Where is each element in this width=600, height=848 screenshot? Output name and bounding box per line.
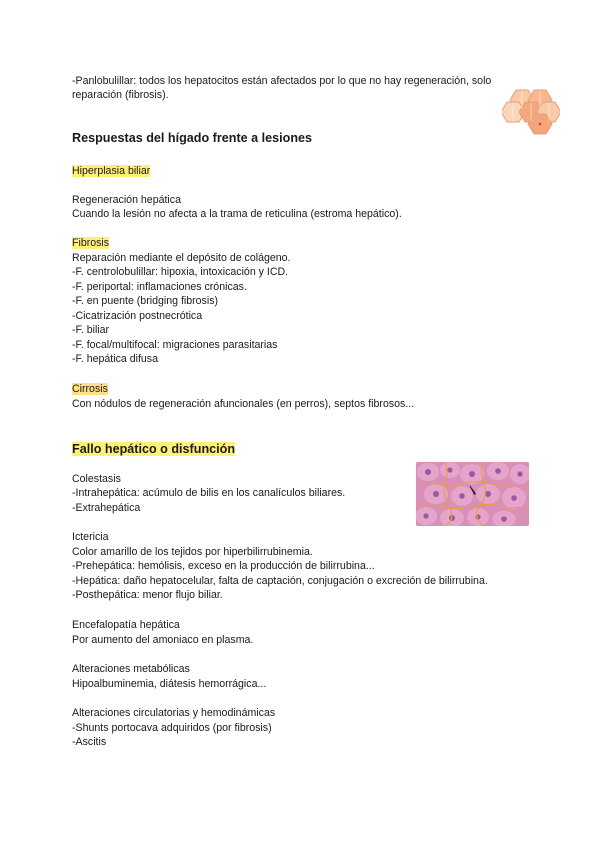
fibrosis-item: -F. periportal: inflamaciones crónicas. — [72, 281, 247, 293]
intro-line-1: -Panlobulillar: todos los hepatocitos están afectados por lo que no hay regeneración, solo — [72, 75, 492, 87]
fibrosis-item: Reparación mediante el depósito de colágeno. — [72, 252, 291, 264]
fibrosis-item: -Cicatrización postnecrótica — [72, 310, 203, 322]
circulatorias-item: -Shunts portocava adquiridos (por fibrosis) — [72, 722, 272, 734]
ictericia-item: -Posthepática: menor flujo biliar. — [72, 589, 223, 601]
central-vein-dot — [539, 123, 541, 125]
circulatorias-item: -Ascitis — [72, 736, 107, 748]
encefalopatia-title: Encefalopatía hepática — [72, 619, 180, 631]
regeneracion-text: Cuando la lesión no afecta a la trama de reticulina (estroma hepático). — [72, 208, 402, 220]
label-hiperplasia-biliar — [72, 164, 150, 178]
liver-lobule-hexagon-illustration — [502, 88, 560, 136]
intro-paragraph — [72, 74, 528, 88]
metabolicas-text: Hipoalbuminemia, diátesis hemorrágica... — [72, 678, 267, 690]
fibrosis-item: -F. focal/multifocal: migraciones parasitarias — [72, 339, 278, 351]
metabolicas-title: Alteraciones metabólicas — [72, 663, 190, 675]
highlight-fibrosis: Fibrosis — [72, 237, 110, 249]
ictericia-title: Ictericia — [72, 531, 109, 543]
highlight-hiperplasia: Hiperplasia biliar — [72, 165, 151, 177]
fibrosis-item: -F. centrolobulillar: hipoxia, intoxicación y ICD. — [72, 266, 289, 278]
colestasis-title: Colestasis — [72, 473, 121, 485]
colestasis-item: -Intrahepática: acúmulo de bilis en los canalículos biliares. — [72, 487, 346, 499]
label-fibrosis — [72, 236, 109, 250]
label-cirrosis — [72, 382, 108, 396]
section-title-respuestas: Respuestas del hígado frente a lesiones — [72, 131, 313, 145]
ictericia-item: -Prehepática: hemólisis, exceso en la producción de bilirrubina... — [72, 560, 375, 572]
circulatorias-title: Alteraciones circulatorias y hemodinámicas — [72, 707, 276, 719]
histology-micrograph-image — [416, 462, 529, 526]
fibrosis-item: -F. biliar — [72, 324, 110, 336]
fibrosis-item: -F. hepática difusa — [72, 353, 158, 365]
intro-line-2: reparación (fibrosis). — [72, 89, 169, 101]
ictericia-item: Color amarillo de los tejidos por hiperbilirrubinemia. — [72, 546, 313, 558]
encefalopatia-text: Por aumento del amoniaco en plasma. — [72, 634, 254, 646]
ictericia-item: -Hepática: daño hepatocelular, falta de captación, conjugación o excreción de bilirrubina. — [72, 575, 488, 587]
regeneracion-title: Regeneración hepática — [72, 194, 181, 206]
section-title-fallo-hepatico — [72, 441, 235, 457]
colestasis-item: -Extrahepática — [72, 502, 141, 514]
highlight-fallo-hepatico: Fallo hepático o disfunción — [72, 442, 236, 456]
cirrosis-text: Con nódulos de regeneración afuncionales (en perros), septos fibrosos... — [72, 398, 415, 410]
fibrosis-item: -F. en puente (bridging fibrosis) — [72, 295, 219, 307]
highlight-cirrosis: Cirrosis — [72, 383, 108, 395]
